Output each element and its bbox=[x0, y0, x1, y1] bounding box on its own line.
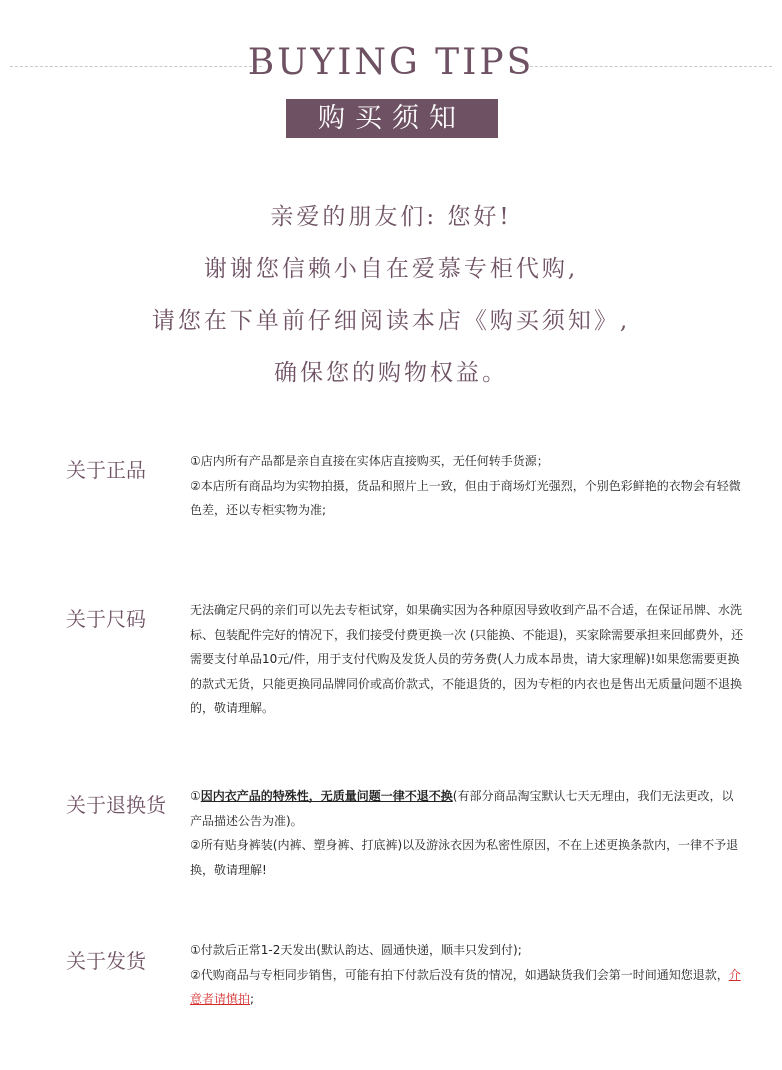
section-title-shipping: 关于发货 bbox=[66, 949, 146, 973]
shipping-text: ②代购商品与专柜同步销售，可能有拍下付款后没有货的情况，如遇缺货我们会第一时间通知您退款， bbox=[190, 967, 729, 982]
shipping-paragraph-1: ①付款后正常1-2天发出(默认韵达、圆通快递，顺丰只发到付); bbox=[190, 943, 522, 957]
returns-paragraph-1 bbox=[190, 784, 745, 833]
greeting-line-1: 亲爱的朋友们: 您好! bbox=[270, 204, 512, 230]
title-chinese: 购买须知 bbox=[286, 99, 498, 138]
section-title-returns: 关于退换货 bbox=[66, 793, 166, 817]
authentic-paragraph-1: ①店内所有产品都是亲自直接在实体店直接购买，无任何转手货源； bbox=[190, 454, 549, 468]
returns-paragraph-2: ②所有贴身裤装(内裤、塑身裤、打底裤)以及游泳衣因为私密性原因，不在上述更换条款内，一律不予退换，敬请理解! bbox=[190, 838, 739, 877]
authentic-paragraph-2: ②本店所有商品均为实物拍摄，货品和照片上一致，但由于商场灯光强烈，个别色彩鲜艳的衣物会有轻微色差，还以专柜实物为准; bbox=[190, 478, 741, 517]
greeting-line-4: 确保您的购物权益。 bbox=[274, 360, 508, 386]
section-title-size: 关于尺码 bbox=[66, 607, 146, 631]
section-body-shipping bbox=[190, 938, 745, 1012]
section-body-size bbox=[190, 598, 745, 721]
returns-prefix: ① bbox=[190, 789, 201, 803]
section-body-authentic bbox=[190, 449, 745, 523]
section-body-returns bbox=[190, 784, 745, 882]
shipping-paragraph-2 bbox=[190, 963, 745, 1012]
shipping-warning: 介意者请慎拍 bbox=[190, 967, 741, 1006]
returns-bold-policy: 因内衣产品的特殊性，无质量问题一律不退不换 bbox=[200, 789, 453, 803]
greeting-line-3: 请您在下单前仔细阅读本店《购买须知》, bbox=[151, 308, 631, 334]
shipping-end: ; bbox=[250, 992, 255, 1006]
greeting-line-2: 谢谢您信赖小自在爱慕专柜代购, bbox=[203, 256, 579, 282]
section-title-authentic: 关于正品 bbox=[66, 458, 146, 482]
size-paragraph-1: 无法确定尺码的亲们可以先去专柜试穿，如果确实因为各种原因导致收到产品不合适，在保证吊牌、水洗标、包装配件完好的情况下，我们接受付费更换一次 (只能换、不能退)，买家除需要承担来回邮费外，还需要支付单品10元/件，用于支付代购及发货人员的劳务费(人力成本昂贵，请大家理解)!如果您需要更换的款式无货，只能更换同品牌同价或高价款式，不能退货的，因为专柜的内衣也是售出无质量问题不退换的，敬请理解。 bbox=[190, 603, 744, 715]
returns-note: (有部分商品淘宝默认七天无理由，我们无法更改，以产品描述公告为准)。 bbox=[190, 789, 734, 828]
title-english: BUYING TIPS bbox=[247, 42, 535, 83]
